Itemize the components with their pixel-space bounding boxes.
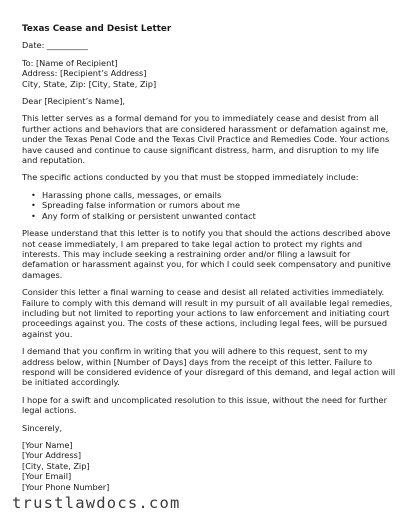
- sender-email-line: [Your Email]: [22, 471, 72, 482]
- paragraph-line: legal actions.: [22, 405, 77, 416]
- conduct-list: [22, 190, 387, 221]
- paragraph-line: Consider this letter a final warning to cease and desist all related activities immediately.: [22, 287, 385, 298]
- list-item-text: Spreading false information or rumors about me: [42, 200, 241, 211]
- paragraph-line: not cease immediately, I am prepared to take legal action to protect my rights and: [22, 238, 363, 249]
- paragraph-line: defamation or harassment against you, for which I could seek compensatory and punitive: [22, 259, 391, 270]
- legal-action-paragraph: [22, 228, 391, 280]
- paragraph-line: damages.: [22, 269, 63, 280]
- paragraph-line: including but not limited to reporting your actions to law enforcement and initiating court: [22, 307, 390, 318]
- document-title: Texas Cease and Desist Letter: [22, 24, 172, 34]
- final-warning-paragraph: [22, 287, 393, 339]
- sender-name-line: [Your Name]: [22, 440, 73, 450]
- list-item: [22, 211, 387, 221]
- recipient-block: [22, 58, 387, 89]
- paragraph-line: interests. This may include seeking a restraining order and/or filing a lawsuit for: [22, 248, 351, 259]
- recipient-city-line: City, State, Zip: [City, State, Zip]: [22, 78, 157, 89]
- sender-city-line: [City, State, Zip]: [22, 460, 90, 471]
- letter-page: [22, 24, 396, 499]
- bullet-icon: •: [31, 189, 36, 200]
- paragraph-line: have caused and continue to cause significant distress, harm, and disruption to my life: [22, 144, 380, 155]
- intro-paragraph: [22, 113, 390, 166]
- sender-phone-line: [Your Phone Number]: [22, 481, 110, 492]
- bullet-icon: •: [31, 200, 36, 211]
- paragraph-line: Please understand that this letter is to notify you that should the actions described above: [22, 228, 391, 239]
- paragraph-line: I hope for a swift and uncomplicated resolution to this issue, without the need for further: [22, 394, 387, 405]
- paragraph-line: under the Texas Penal Code and the Texas Civil Practice and Remedies Code. Your actions: [22, 134, 390, 145]
- recipient-name-line: To: [Name of Recipient]: [22, 57, 118, 68]
- list-item-text: Harassing phone calls, messages, or emails: [42, 189, 222, 200]
- paragraph-line: This letter serves as a formal demand for you to immediately cease and desist from all: [22, 113, 379, 124]
- paragraph-line: against you.: [22, 328, 73, 339]
- salutation: Dear [Recipient’s Name],: [22, 96, 125, 107]
- site-watermark: trustlawdocs.com: [12, 494, 181, 512]
- paragraph-line: address below, within [Number of Days] days from the receipt of this letter. Failure to: [22, 356, 373, 367]
- bullet-icon: •: [31, 210, 36, 221]
- date-line: Date: __________: [22, 40, 88, 51]
- sender-address-line: [Your Address]: [22, 450, 82, 461]
- closing-paragraph: [22, 395, 387, 416]
- recipient-address-line: Address: [Recipient’s Address]: [22, 68, 147, 79]
- list-item: [22, 190, 387, 200]
- sign-off: Sincerely,: [22, 422, 63, 433]
- paragraph-line: and reputation.: [22, 155, 86, 166]
- paragraph-line: I demand that you confirm in writing that you will adhere to this request, sent to my: [22, 346, 368, 357]
- paragraph-line: further actions and behaviors that are considered harassment or defamation against me,: [22, 123, 389, 134]
- paragraph-line: respond will be considered evidence of your disregard of this demand, and legal action will: [22, 366, 396, 377]
- list-item-text: Any form of stalking or persistent unwanted contact: [42, 210, 256, 221]
- paragraph-line: proceedings against you. The costs of these actions, including legal fees, will be pursued: [22, 318, 388, 329]
- list-item: [22, 200, 387, 210]
- paragraph-line: Failure to comply with this demand will result in my pursuit of all available legal remedies,: [22, 297, 393, 308]
- sender-block: [22, 440, 387, 492]
- conduct-intro: The specific actions conducted by you that must be stopped immediately include:: [22, 172, 359, 183]
- paragraph-line: be initiated accordingly.: [22, 377, 120, 388]
- confirmation-paragraph: [22, 346, 396, 388]
